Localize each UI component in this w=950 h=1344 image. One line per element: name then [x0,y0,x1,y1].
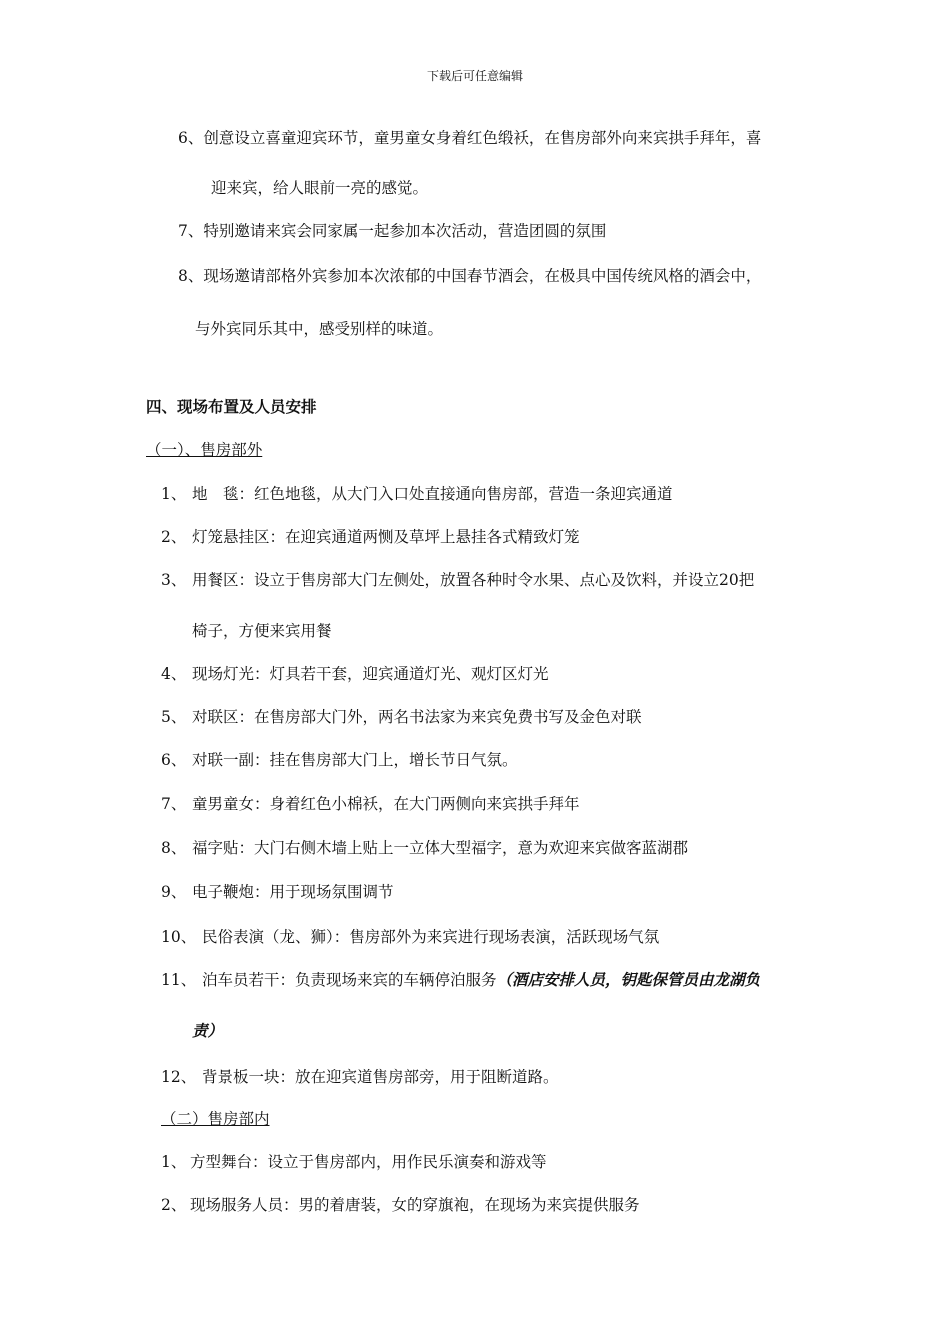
list-item: 用餐区：设立于售房部大门左侧处，放置各种时令水果、点心及饮料，并设立20把 [192,571,755,589]
intro-item-6: 6、创意设立喜童迎宾环节，童男童女身着红色缎袄，在售房部外向来宾拱手拜年，喜 [178,129,762,147]
list-item: 方型舞台：设立于售房部内，用作民乐演奏和游戏等 [190,1153,547,1171]
list-item-number: 11、 [161,971,197,989]
subsection-title-outside: （一）、售房部外 [146,441,263,459]
list-item-number: 5、 [161,708,187,726]
list-item-number: 8、 [161,839,187,857]
section-title: 四、现场布置及人员安排 [146,397,317,416]
list-item-number: 4、 [161,665,187,683]
list-item-number: 12、 [161,1068,197,1086]
list-item: 童男童女：身着红色小棉袄，在大门两侧向来宾拱手拜年 [192,795,580,813]
list-item-number: 2、 [161,528,187,546]
list-item-number: 3、 [161,571,187,589]
list-item-number: 6、 [161,751,187,769]
list-item: 对联区：在售房部大门外，两名书法家为来宾免费书写及金色对联 [192,708,642,726]
list-item-number: 10、 [161,928,197,946]
list-item [202,970,760,990]
emphasis-note-cont: 责） [192,1021,224,1040]
list-item-text: 泊车员若干：负责现场来宾的车辆停泊服务 [202,971,497,989]
emphasis-note: （酒店安排人员，钥匙保管员由龙湖负 [496,970,761,989]
list-item-number: 7、 [161,795,187,813]
intro-item-8: 8、现场邀请部格外宾参加本次浓郁的中国春节酒会，在极具中国传统风格的酒会中， [178,267,762,285]
list-item: 现场服务人员：男的着唐装，女的穿旗袍，在现场为来宾提供服务 [190,1196,640,1214]
list-item: 福字贴：大门右侧木墙上贴上一立体大型福字，意为欢迎来宾做客蓝湖郡 [192,839,689,857]
list-item-number: 2、 [161,1196,187,1214]
list-item: 地 毯：红色地毯，从大门入口处直接通向售房部，营造一条迎宾通道 [192,485,673,503]
intro-item-6-cont: 迎来宾，给人眼前一亮的感觉。 [211,179,429,197]
intro-item-8-cont: 与外宾同乐其中，感受别样的味道。 [195,320,444,338]
list-item: 电子鞭炮：用于现场氛围调节 [192,883,394,901]
list-item: 民俗表演（龙、狮）：售房部外为来宾进行现场表演，活跃现场气氛 [202,928,660,946]
list-item: 对联一副：挂在售房部大门上，增长节日气氛。 [192,751,518,769]
list-item-number: 1、 [161,485,187,503]
list-item-number: 1、 [161,1153,187,1171]
page-header: 下载后可任意编辑 [426,69,523,83]
list-item: 灯笼悬挂区：在迎宾通道两恻及草坪上悬挂各式精致灯笼 [192,528,580,546]
list-item: 现场灯光：灯具若干套，迎宾通道灯光、观灯区灯光 [192,665,549,683]
list-item-cont: 椅子，方便来宾用餐 [192,622,332,640]
subsection-title-inside: （二）售房部内 [161,1110,270,1128]
list-item-number: 9、 [161,883,187,901]
intro-item-7: 7、特别邀请来宾会同家属一起参加本次活动，营造团圆的氛围 [178,222,607,240]
list-item: 背景板一块：放在迎宾道售房部旁，用于阻断道路。 [202,1068,559,1086]
